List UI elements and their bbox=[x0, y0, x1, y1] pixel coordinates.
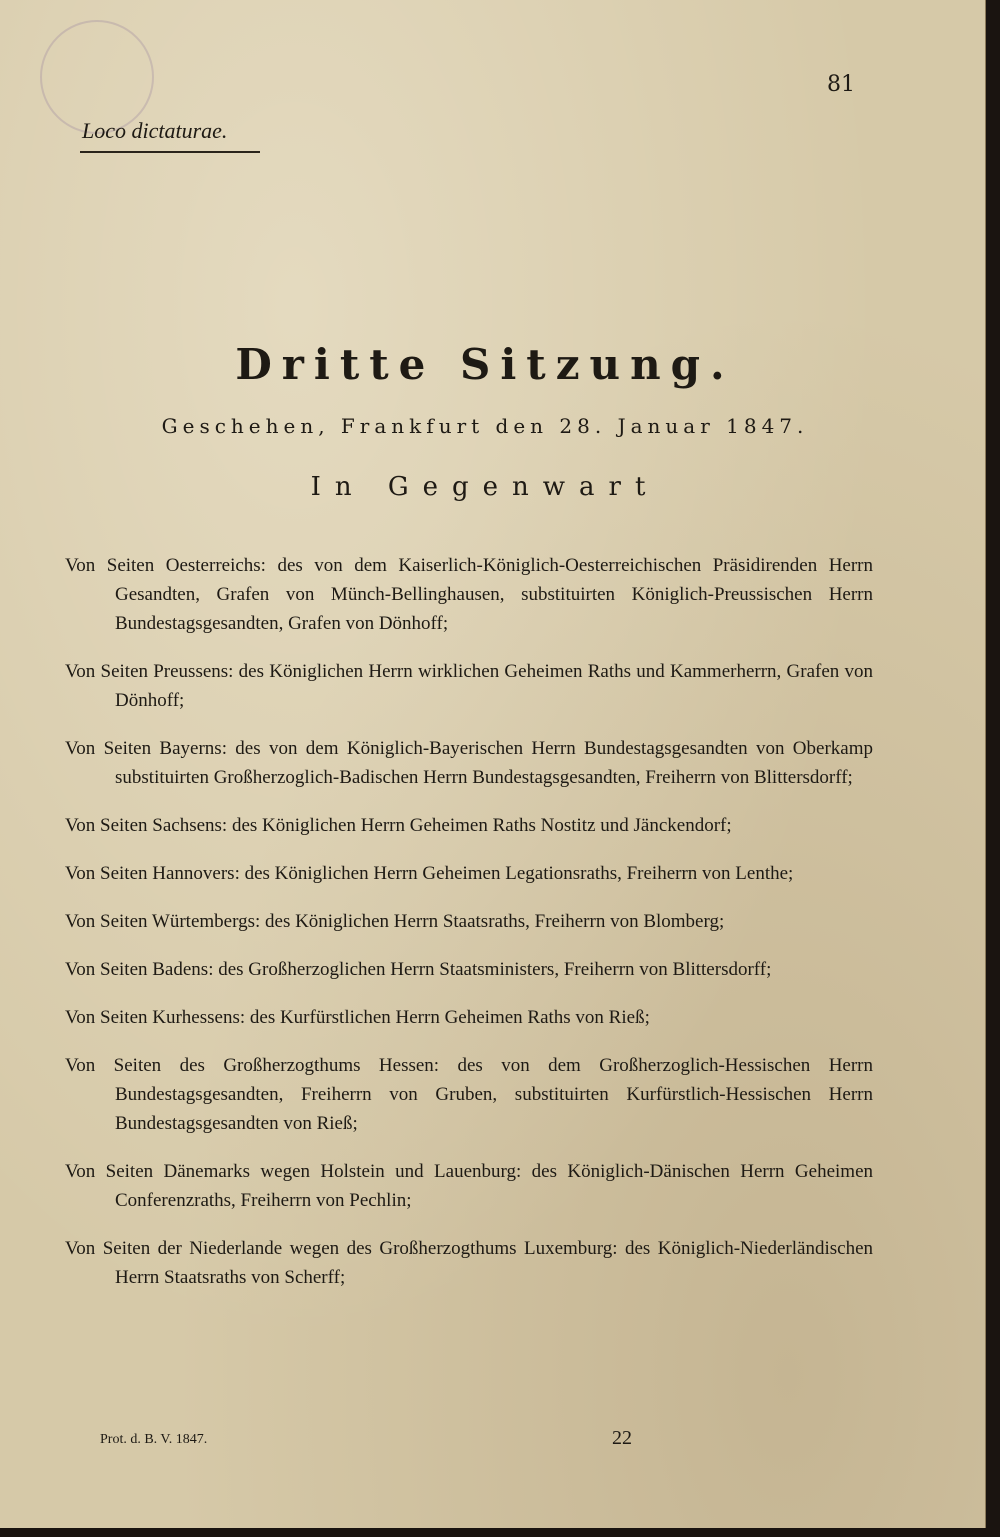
list-item: Von Seiten Würtembergs: des Königlichen Herrn Staatsraths, Freiherrn von Blomberg; bbox=[65, 911, 725, 932]
library-stamp bbox=[40, 20, 154, 134]
session-title: Dritte Sitzung. bbox=[235, 340, 735, 389]
list-item: Von Seiten Oesterreichs: des von dem Kaiserlich-Königlich-Oesterreichischen Präsidirenden Herrn Gesandten, Grafen von Münch-Bellinghausen, substituirten Königlich-Preussischen Herrn Bundestagsgesandten, Grafen von Dönhoff; bbox=[65, 555, 873, 634]
list-item: Von Seiten Kurhessens: des Kurfürstlichen Herrn Geheimen Raths von Rieß; bbox=[65, 1007, 650, 1028]
list-item: Von Seiten Dänemarks wegen Holstein und Lauenburg: des Königlich-Dänischen Herrn Geheimen Conferenzraths, Freiherrn von Pechlin; bbox=[65, 1161, 873, 1211]
footer-sheet-number: 22 bbox=[612, 1427, 632, 1449]
list-item: Von Seiten des Großherzogthums Hessen: des von dem Großherzoglich-Hessischen Herrn Bundestagsgesandten, Freiherrn von Gruben, substituirten Kurfürstlich-Hessischen Herrn Bundestagsgesandten von Rieß; bbox=[65, 1055, 873, 1134]
list-item: Von Seiten der Niederlande wegen des Großherzogthums Luxemburg: des Königlich-Niederländischen Herrn Staatsraths von Scherff; bbox=[65, 1238, 873, 1288]
list-item: Von Seiten Bayerns: des von dem Königlich-Bayerischen Herrn Bundestagsgesandten von Oberkamp substituirten Großherzoglich-Badischen Herrn Bundestagsgesandten, Freiherrn von Blittersdorff; bbox=[65, 738, 873, 788]
list-item: Von Seiten Sachsens: des Königlichen Herrn Geheimen Raths Nostitz und Jänckendorf; bbox=[65, 815, 732, 836]
list-item: Von Seiten Preussens: des Königlichen Herrn wirklichen Geheimen Raths und Kammerherrn, Grafen von Dönhoff; bbox=[65, 661, 873, 711]
session-date-line: Geschehen, Frankfurt den 28. Januar 1847. bbox=[161, 414, 809, 438]
presence-heading: In Gegenwart bbox=[310, 472, 660, 502]
list-item: Von Seiten Hannovers: des Königlichen Herrn Geheimen Legationsraths, Freiherrn von Lenthe; bbox=[65, 863, 794, 884]
running-head-rule bbox=[80, 151, 260, 153]
list-item: Von Seiten Badens: des Großherzoglichen Herrn Staatsministers, Freiherrn von Blittersdorff; bbox=[65, 959, 772, 980]
running-head: Loco dictaturae. bbox=[82, 118, 228, 143]
page-number: 81 bbox=[827, 72, 855, 97]
footer-signature: Prot. d. B. V. 1847. bbox=[100, 1432, 208, 1447]
attendee-list bbox=[65, 532, 873, 1310]
